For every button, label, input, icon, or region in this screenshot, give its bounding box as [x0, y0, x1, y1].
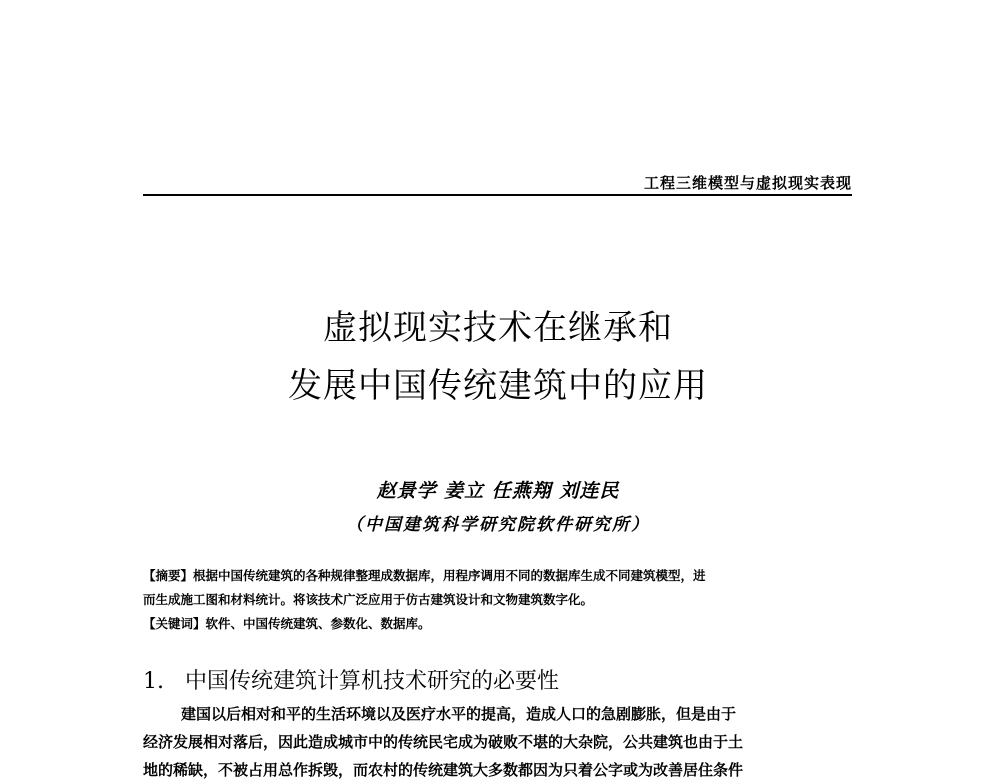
abstract-label: 【摘要】 [143, 568, 194, 583]
paragraph-line: 经济发展相对落后，因此造成城市中的传统民宅成为破败不堪的大杂院，公共建筑也由于土 [143, 733, 744, 751]
section-title: 中国传统建筑计算机技术研究的必要性 [185, 669, 560, 694]
paragraph-line: 地的稀缺，不被占用总作拆毁，而农村的传统建筑大多数都因为只着公字或为改善居住条件 [143, 761, 744, 779]
abstract-block [143, 564, 855, 636]
section-heading [143, 664, 855, 695]
section-number: 1. [143, 669, 164, 694]
keywords-label: 【关键词】 [143, 616, 206, 631]
running-head: 工程三维模型与虚拟现实表现 [643, 174, 852, 192]
keywords-text: 软件、中国传统建筑、参数化、数据库。 [205, 616, 431, 631]
abstract-text-1: 根据中国传统建筑的各种规律整理成数据库，用程序调用不同的数据库生成不同建筑模型，进 [193, 568, 706, 583]
keywords-line [143, 612, 855, 636]
title-line-1: 虚拟现实技术在继承和 [323, 308, 673, 348]
authors: 赵景学 姜立 任燕翔 刘连民 [376, 480, 620, 502]
body-paragraph [143, 700, 855, 784]
header-rule [143, 194, 852, 196]
paragraph-line: 建国以后相对和平的生活环境以及医疗水平的提高，造成人口的急剧膨胀，但是由于 [181, 705, 737, 723]
abstract-line-2: 而生成施工图和材料统计。将该技术广泛应用于仿古建筑设计和文物建筑数字化。 [143, 592, 594, 607]
abstract-line-1 [143, 564, 855, 588]
title-line-2: 发展中国传统建筑中的应用 [288, 366, 708, 406]
affiliation: （中国建筑科学研究院软件研究所） [346, 515, 650, 535]
